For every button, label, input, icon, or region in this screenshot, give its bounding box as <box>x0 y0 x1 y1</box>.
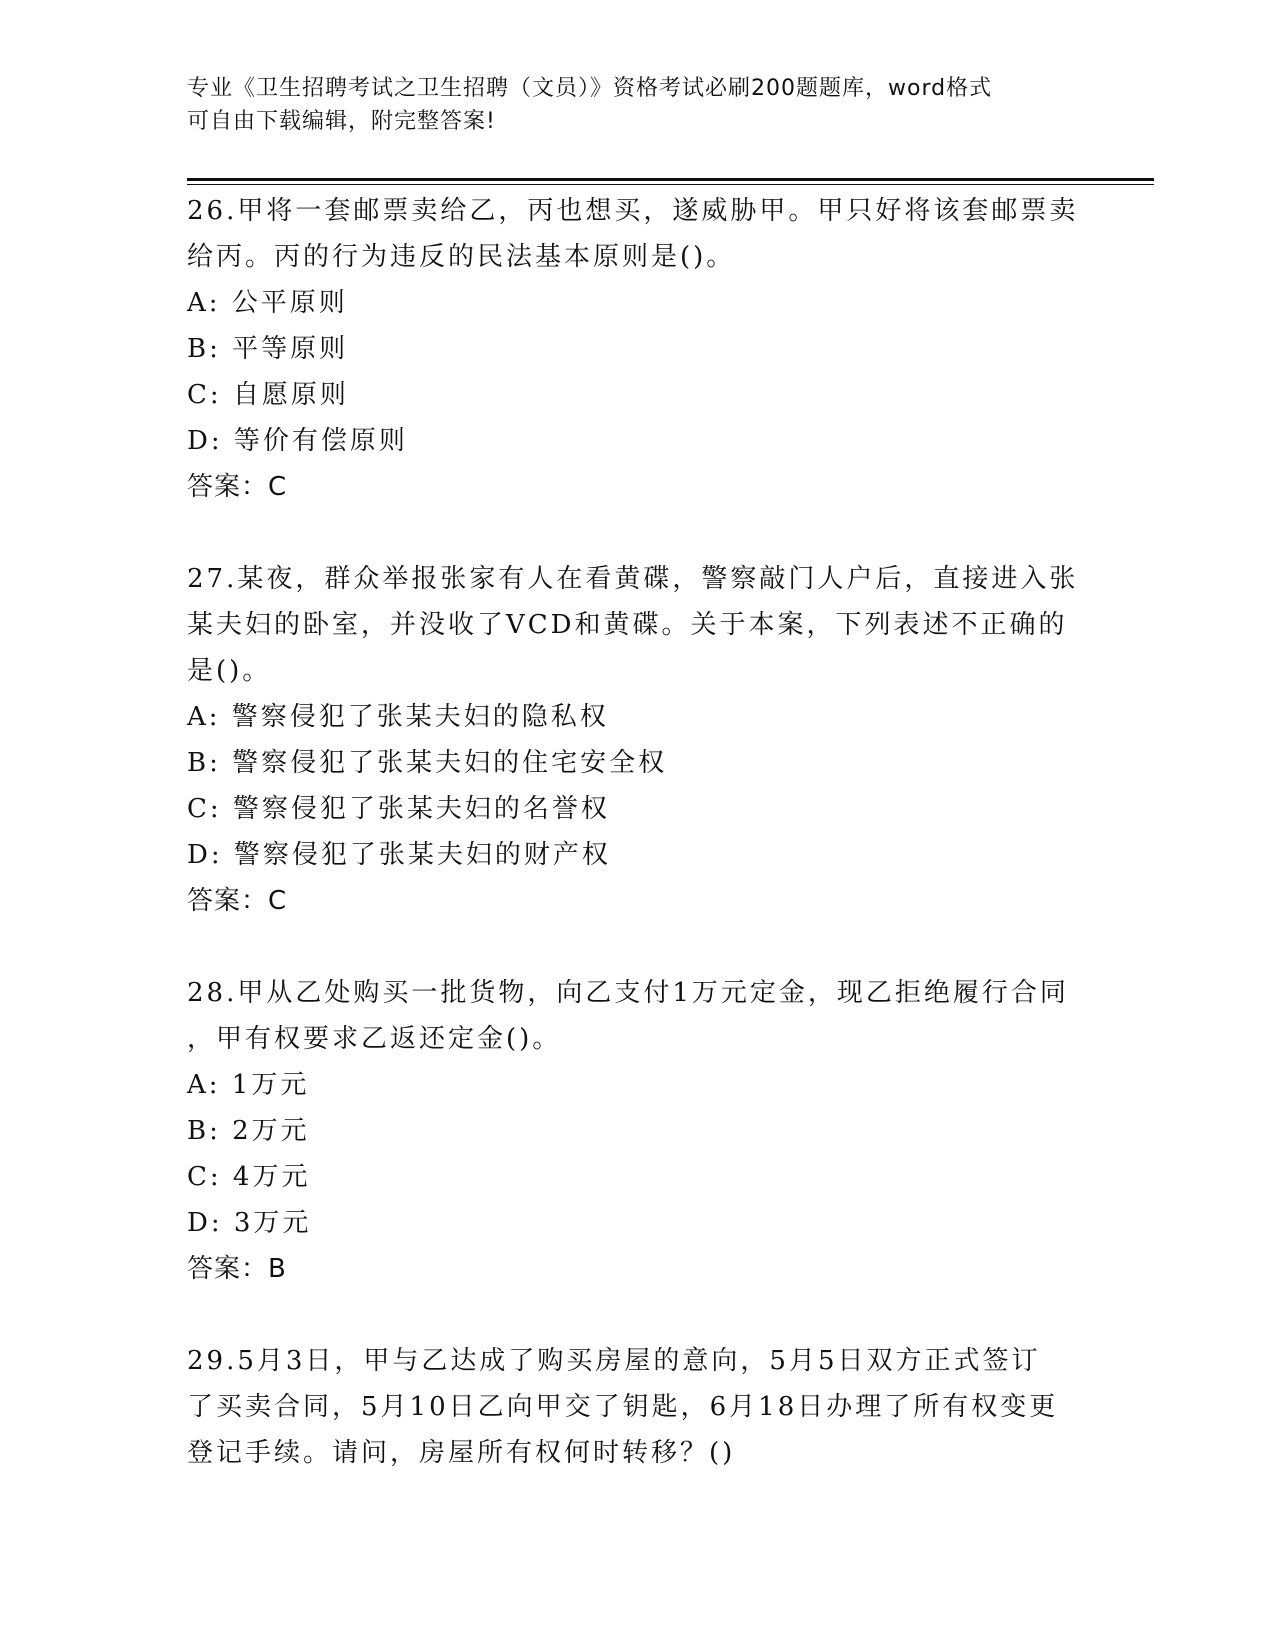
option-a: A: 公平原则 <box>187 288 348 318</box>
question-stem-line: 26.甲将一套邮票卖给乙，丙也想买，遂威胁甲。甲只好将该套邮票卖 <box>187 196 1079 226</box>
option-a: A: 1万元 <box>187 1070 310 1100</box>
question-spacer <box>187 510 1087 556</box>
option-d: D: 等价有偿原则 <box>187 426 408 456</box>
question-list <box>187 188 1087 1476</box>
option-b: B: 平等原则 <box>187 334 349 364</box>
header-line-1: 专业《卫生招聘考试之卫生招聘（文员）》资格考试必刷200题题库，word格式 <box>187 76 993 101</box>
question-26 <box>187 188 1087 510</box>
question-stem-line: 29.5月3日，甲与乙达成了购买房屋的意向，5月5日双方正式签订 <box>187 1346 1041 1376</box>
question-stem-line: 了买卖合同，5月10日乙向甲交了钥匙，6月18日办理了所有权变更 <box>187 1392 1059 1422</box>
header-divider-thin <box>187 184 1154 185</box>
option-c: C: 4万元 <box>187 1162 311 1192</box>
option-a: A: 警察侵犯了张某夫妇的隐私权 <box>187 702 609 732</box>
question-27 <box>187 556 1087 924</box>
option-b: B: 2万元 <box>187 1116 310 1146</box>
option-b: B: 警察侵犯了张某夫妇的住宅安全权 <box>187 748 668 778</box>
option-d: D: 3万元 <box>187 1208 312 1238</box>
header-divider-thick <box>187 178 1154 181</box>
question-stem-line: 给丙。丙的行为违反的民法基本原则是()。 <box>187 242 736 272</box>
question-28 <box>187 970 1087 1292</box>
question-stem-line: 登记手续。请问，房屋所有权何时转移？() <box>187 1438 736 1468</box>
question-stem-line: 28.甲从乙处购买一批货物，向乙支付1万元定金，现乙拒绝履行合同 <box>187 978 1069 1008</box>
option-c: C: 自愿原则 <box>187 380 349 410</box>
answer-label: 答案：B <box>187 1254 287 1284</box>
question-spacer <box>187 924 1087 970</box>
document-header <box>187 72 1067 138</box>
option-d: D: 警察侵犯了张某夫妇的财产权 <box>187 840 611 870</box>
answer-label: 答案：C <box>187 472 288 502</box>
question-spacer <box>187 1292 1087 1338</box>
question-stem-line: 某夫妇的卧室，并没收了VCD和黄碟。关于本案，下列表述不正确的 <box>187 610 1068 640</box>
option-c: C: 警察侵犯了张某夫妇的名誉权 <box>187 794 610 824</box>
question-stem-line: ，甲有权要求乙返还定金()。 <box>187 1024 562 1054</box>
header-line-2: 可自由下载编辑，附完整答案! <box>187 109 496 134</box>
question-stem-line: 27.某夜，群众举报张家有人在看黄碟，警察敲门人户后，直接进入张 <box>187 564 1079 594</box>
question-stem-line: 是()。 <box>187 656 272 686</box>
answer-label: 答案：C <box>187 886 288 916</box>
question-29 <box>187 1338 1087 1476</box>
